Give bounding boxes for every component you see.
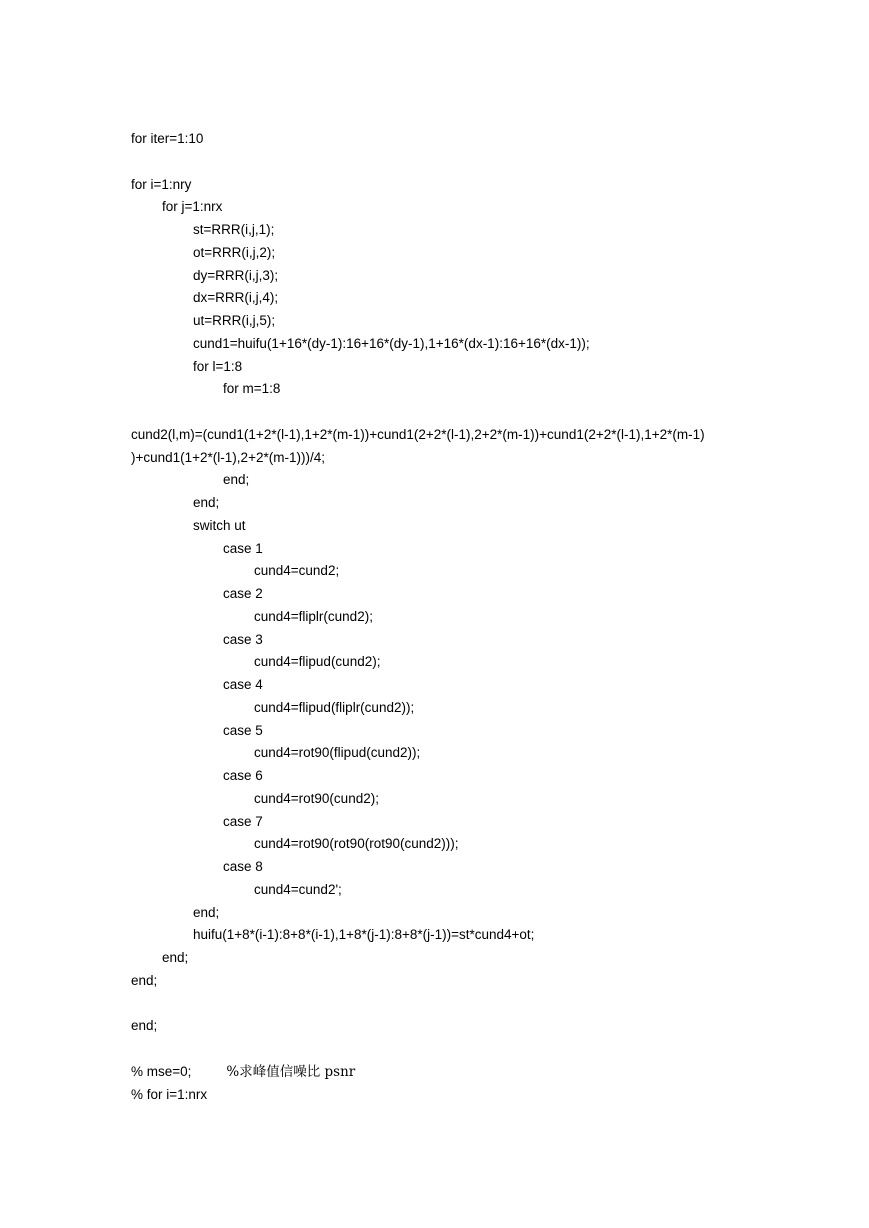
code-line: ot=RRR(i,j,2); [193,244,276,260]
code-line: cund4=cund2; [254,563,340,579]
code-line: case 6 [223,768,263,783]
code-line: cund4=rot90(flipud(cund2)); [254,745,421,761]
code-line: cund4=cund2'; [254,881,342,897]
code-line: )+cund1(1+2*(l-1),2+2*(m-1)))/4; [131,449,325,465]
code-line: case 1 [223,540,263,556]
code-line: cund4=flipud(fliplr(cund2)); [254,699,415,715]
comment-line: % for i=1:nrx [131,1086,208,1102]
code-line: end; [131,972,158,988]
code-line: for iter=1:10 [131,131,204,146]
comment-psnr: %求峰值信噪比 psnr [226,1063,356,1080]
code-line: case 7 [223,813,263,829]
code-line: end; [193,495,220,510]
code-line: case 2 [223,586,263,601]
code-line: for j=1:nrx [162,199,223,215]
code-line: huifu(1+8*(i-1):8+8*(i-1),1+8*(j-1):8+8*(j-1))=st*cund4+ot; [193,927,535,943]
code-line: dx=RRR(i,j,4); [193,290,279,306]
code-line: cund4=fliplr(cund2); [254,608,373,624]
blank-line [131,401,771,424]
code-line: case 3 [223,631,263,647]
blank-line [131,993,771,1016]
code-line: cund1=huifu(1+16*(dy-1):16+16*(dy-1),1+16*(dx-1):16+16*(dx-1)); [193,335,590,351]
code-line: for m=1:8 [223,381,281,397]
blank-line [131,151,771,174]
code-listing [131,128,771,1106]
code-line: end; [131,1018,158,1034]
code-line: ut=RRR(i,j,5); [193,313,276,328]
code-line: cund4=flipud(cund2); [254,654,381,670]
code-line: st=RRR(i,j,1); [193,222,275,237]
code-line: end; [162,950,189,965]
code-line: case 4 [223,677,263,692]
code-line: cund4=rot90(cund2); [254,790,379,806]
comment-mse: % mse=0; [131,1063,192,1079]
code-line: cund2(l,m)=(cund1(1+2*(l-1),1+2*(m-1))+cund1(2+2*(l-1),2+2*(m-1))+cund1(2+2*(l-1),1+2*(m-1) [131,426,705,442]
code-line: case 5 [223,722,263,738]
comment-line [131,1061,771,1084]
code-line: for l=1:8 [193,358,243,374]
code-line: for i=1:nry [131,176,192,192]
code-line: dy=RRR(i,j,3); [193,267,279,283]
code-line: case 8 [223,859,263,874]
code-line: cund4=rot90(rot90(rot90(cund2))); [254,836,459,852]
code-line: end; [223,472,250,488]
blank-line [131,1038,771,1061]
code-line: switch ut [193,517,246,533]
code-line: end; [193,904,220,920]
